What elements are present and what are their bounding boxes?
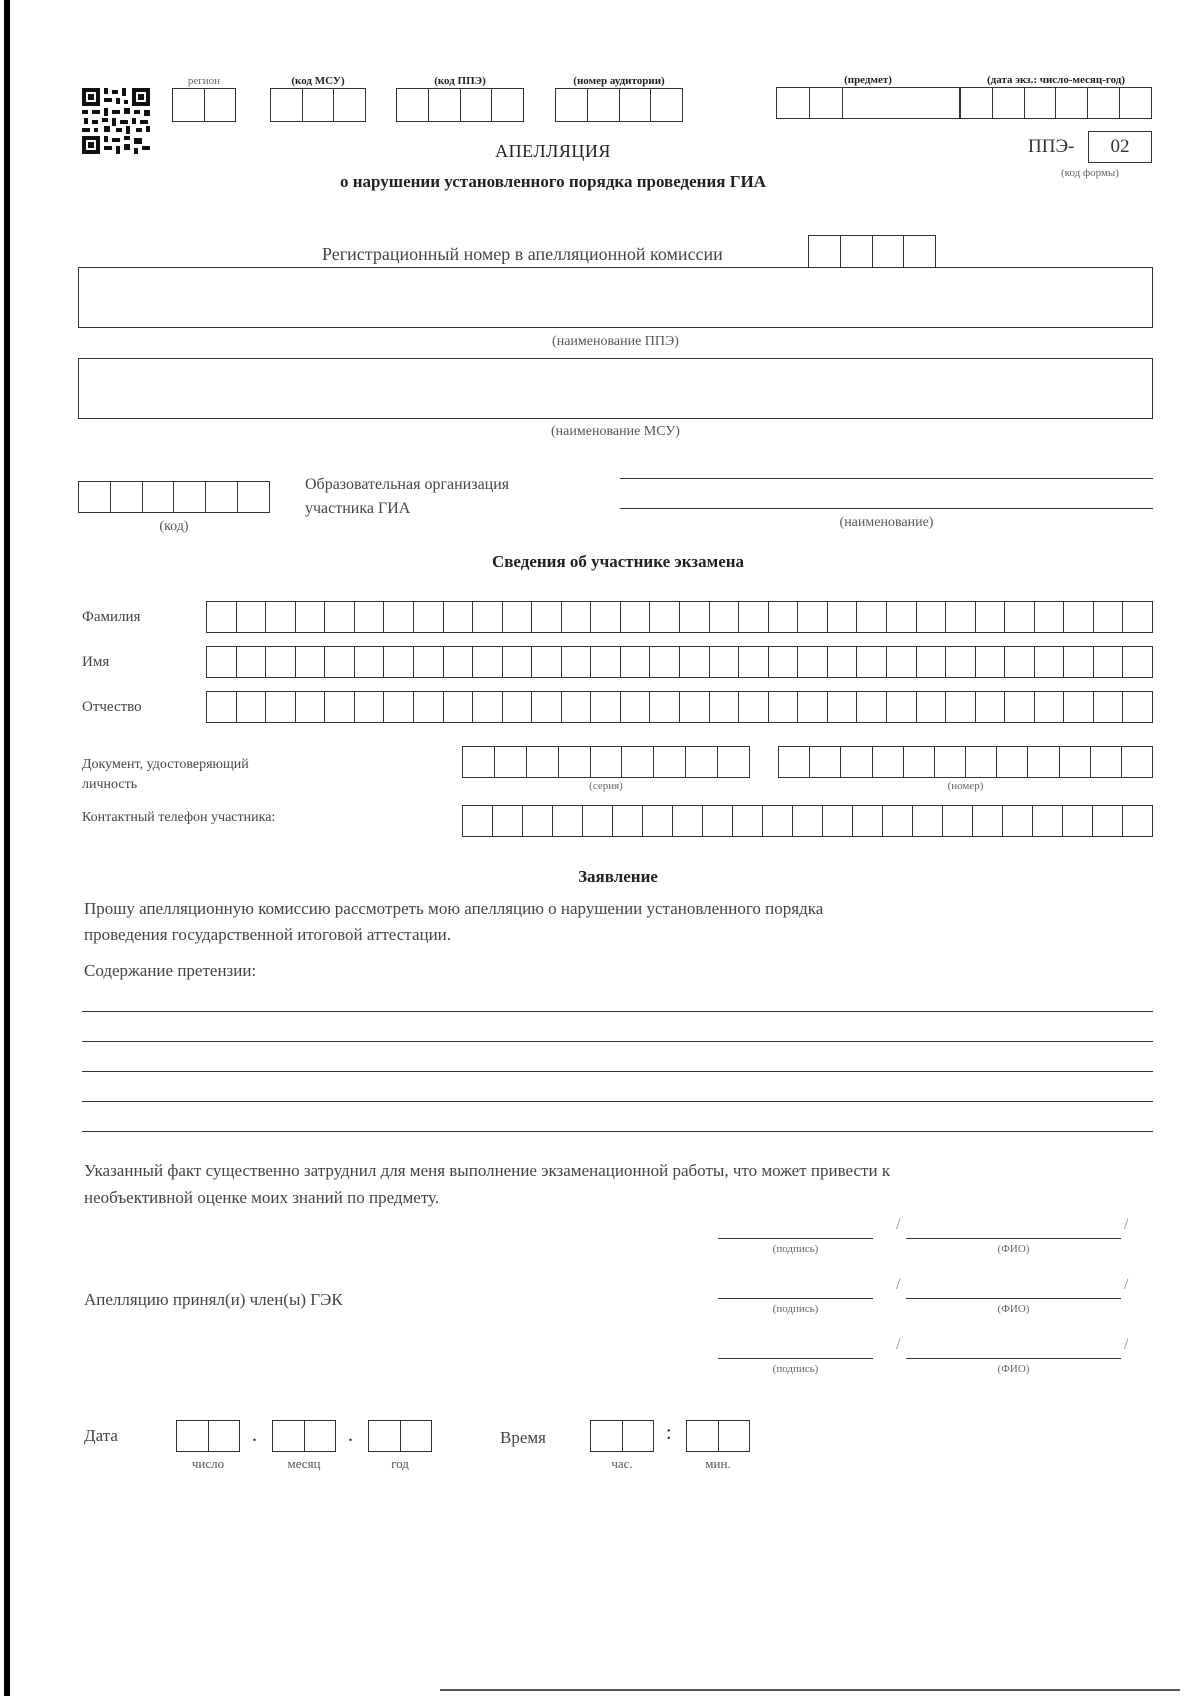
gek-slash-2b: / xyxy=(1124,1336,1129,1353)
exam-date-input[interactable] xyxy=(960,87,1152,119)
date-month-caption: месяц xyxy=(287,1456,321,1471)
gek-fio-line-1[interactable] xyxy=(906,1298,1121,1299)
region-code-input[interactable] xyxy=(172,88,236,122)
date-year-input[interactable] xyxy=(368,1420,432,1452)
time-colon: : xyxy=(666,1422,672,1444)
document-series-caption: (серия) xyxy=(589,780,623,792)
fact-line-1: Указанный факт существенно затруднил для меня выполнение экзаменационной работы, что может привести к xyxy=(84,1161,891,1180)
form-title: АПЕЛЛЯЦИЯ xyxy=(495,141,611,161)
gek-fio-line-2[interactable] xyxy=(906,1358,1121,1359)
exam-date-label: (дата экз.: число-месяц-год) xyxy=(987,74,1125,86)
gek-slash-2a: / xyxy=(896,1336,901,1353)
ppe-code-label: (код ППЭ) xyxy=(434,75,486,87)
phone-input[interactable] xyxy=(462,805,1153,837)
msu-code-label: (код МСУ) xyxy=(291,75,345,87)
date-year-caption: год xyxy=(391,1456,409,1471)
statement-line-2: проведения государственной итоговой аттестации. xyxy=(84,925,452,944)
form-code-box: 02 xyxy=(1088,131,1152,163)
claim-line-4[interactable] xyxy=(82,1101,1153,1102)
document-number-input[interactable] xyxy=(778,746,1153,778)
subject-label: (предмет) xyxy=(844,74,892,86)
document-label-line2: личность xyxy=(82,777,138,792)
ppe-name-caption: (наименование ППЭ) xyxy=(552,334,679,349)
name-input[interactable] xyxy=(206,646,1153,678)
form-code-prefix: ППЭ- xyxy=(1028,136,1075,157)
gek-signature-caption-2: (подпись) xyxy=(772,1363,819,1375)
form-code-caption: (код формы) xyxy=(1061,167,1119,179)
scan-edge-bar xyxy=(4,0,10,1696)
time-minute-input[interactable] xyxy=(686,1420,750,1452)
subject-code-input[interactable] xyxy=(776,87,960,119)
date-dot-2: . xyxy=(348,1424,353,1446)
surname-label: Фамилия xyxy=(82,609,141,625)
participant-fio-line[interactable] xyxy=(906,1238,1121,1239)
time-hour-caption: час. xyxy=(611,1456,633,1471)
statement-heading: Заявление xyxy=(578,867,658,886)
statement-line-1: Прошу апелляционную комиссию рассмотреть мою апелляцию о нарушении установленного порядка xyxy=(84,899,824,918)
gek-slash-1b: / xyxy=(1124,1276,1129,1293)
participant-signature-caption: (подпись) xyxy=(772,1243,819,1255)
time-label: Время xyxy=(500,1428,546,1447)
claim-line-2[interactable] xyxy=(82,1041,1153,1042)
time-minute-caption: мин. xyxy=(705,1456,731,1471)
room-number-input[interactable] xyxy=(555,88,683,122)
form-subtitle: о нарушении установленного порядка проведения ГИА xyxy=(339,172,767,191)
region-code-label: регион xyxy=(187,75,221,87)
fact-line-2: необъективной оценке моих знаний по предмету. xyxy=(84,1188,440,1207)
claim-content-label: Содержание претензии: xyxy=(84,961,257,980)
date-month-input[interactable] xyxy=(272,1420,336,1452)
msu-name-input[interactable] xyxy=(78,358,1153,419)
registration-number-label: Регистрационный номер в апелляционной комиссии xyxy=(322,244,723,264)
participant-heading: Сведения об участнике экзамена xyxy=(491,552,745,571)
registration-number-input[interactable] xyxy=(808,235,936,269)
time-hour-input[interactable] xyxy=(590,1420,654,1452)
gek-signature-caption-1: (подпись) xyxy=(772,1303,819,1315)
phone-label: Контактный телефон участника: xyxy=(82,810,276,825)
room-number-label: (номер аудитории) xyxy=(573,75,665,87)
document-number-caption: (номер) xyxy=(947,780,984,792)
org-name-line-1[interactable] xyxy=(620,478,1153,479)
document-series-input[interactable] xyxy=(462,746,750,778)
name-label: Имя xyxy=(82,654,110,670)
ppe-name-input[interactable] xyxy=(78,267,1153,328)
participant-slash-1: / xyxy=(896,1216,901,1233)
date-dot-1: . xyxy=(252,1424,257,1446)
gek-slash-1a: / xyxy=(896,1276,901,1293)
accepted-by-label: Апелляцию принял(и) член(ы) ГЭК xyxy=(84,1290,343,1309)
msu-code-input[interactable] xyxy=(270,88,366,122)
gek-signature-line-2[interactable] xyxy=(718,1358,873,1359)
date-day-caption: число xyxy=(191,1456,225,1471)
claim-line-3[interactable] xyxy=(82,1071,1153,1072)
scan-bottom-edge xyxy=(440,1689,1180,1691)
surname-input[interactable] xyxy=(206,601,1153,633)
org-label-line2: участника ГИА xyxy=(305,500,411,517)
date-label: Дата xyxy=(84,1426,118,1445)
ppe-code-input[interactable] xyxy=(396,88,524,122)
msu-name-caption: (наименование МСУ) xyxy=(551,424,680,439)
claim-line-5[interactable] xyxy=(82,1131,1153,1132)
participant-signature-line[interactable] xyxy=(718,1238,873,1239)
gek-fio-caption-2: (ФИО) xyxy=(997,1363,1030,1375)
patronymic-input[interactable] xyxy=(206,691,1153,723)
date-day-input[interactable] xyxy=(176,1420,240,1452)
claim-line-1[interactable] xyxy=(82,1011,1153,1012)
participant-fio-caption: (ФИО) xyxy=(997,1243,1030,1255)
org-name-caption: (наименование) xyxy=(839,515,934,530)
document-label-line1: Документ, удостоверяющий xyxy=(82,757,249,772)
gek-signature-line-1[interactable] xyxy=(718,1298,873,1299)
patronymic-label: Отчество xyxy=(82,699,142,715)
org-label-line1: Образовательная организация xyxy=(305,476,510,493)
org-name-line-2[interactable] xyxy=(620,508,1153,509)
participant-slash-2: / xyxy=(1124,1216,1129,1233)
org-code-input[interactable] xyxy=(78,481,270,513)
gek-fio-caption-1: (ФИО) xyxy=(997,1303,1030,1315)
org-code-caption: (код) xyxy=(159,519,189,534)
